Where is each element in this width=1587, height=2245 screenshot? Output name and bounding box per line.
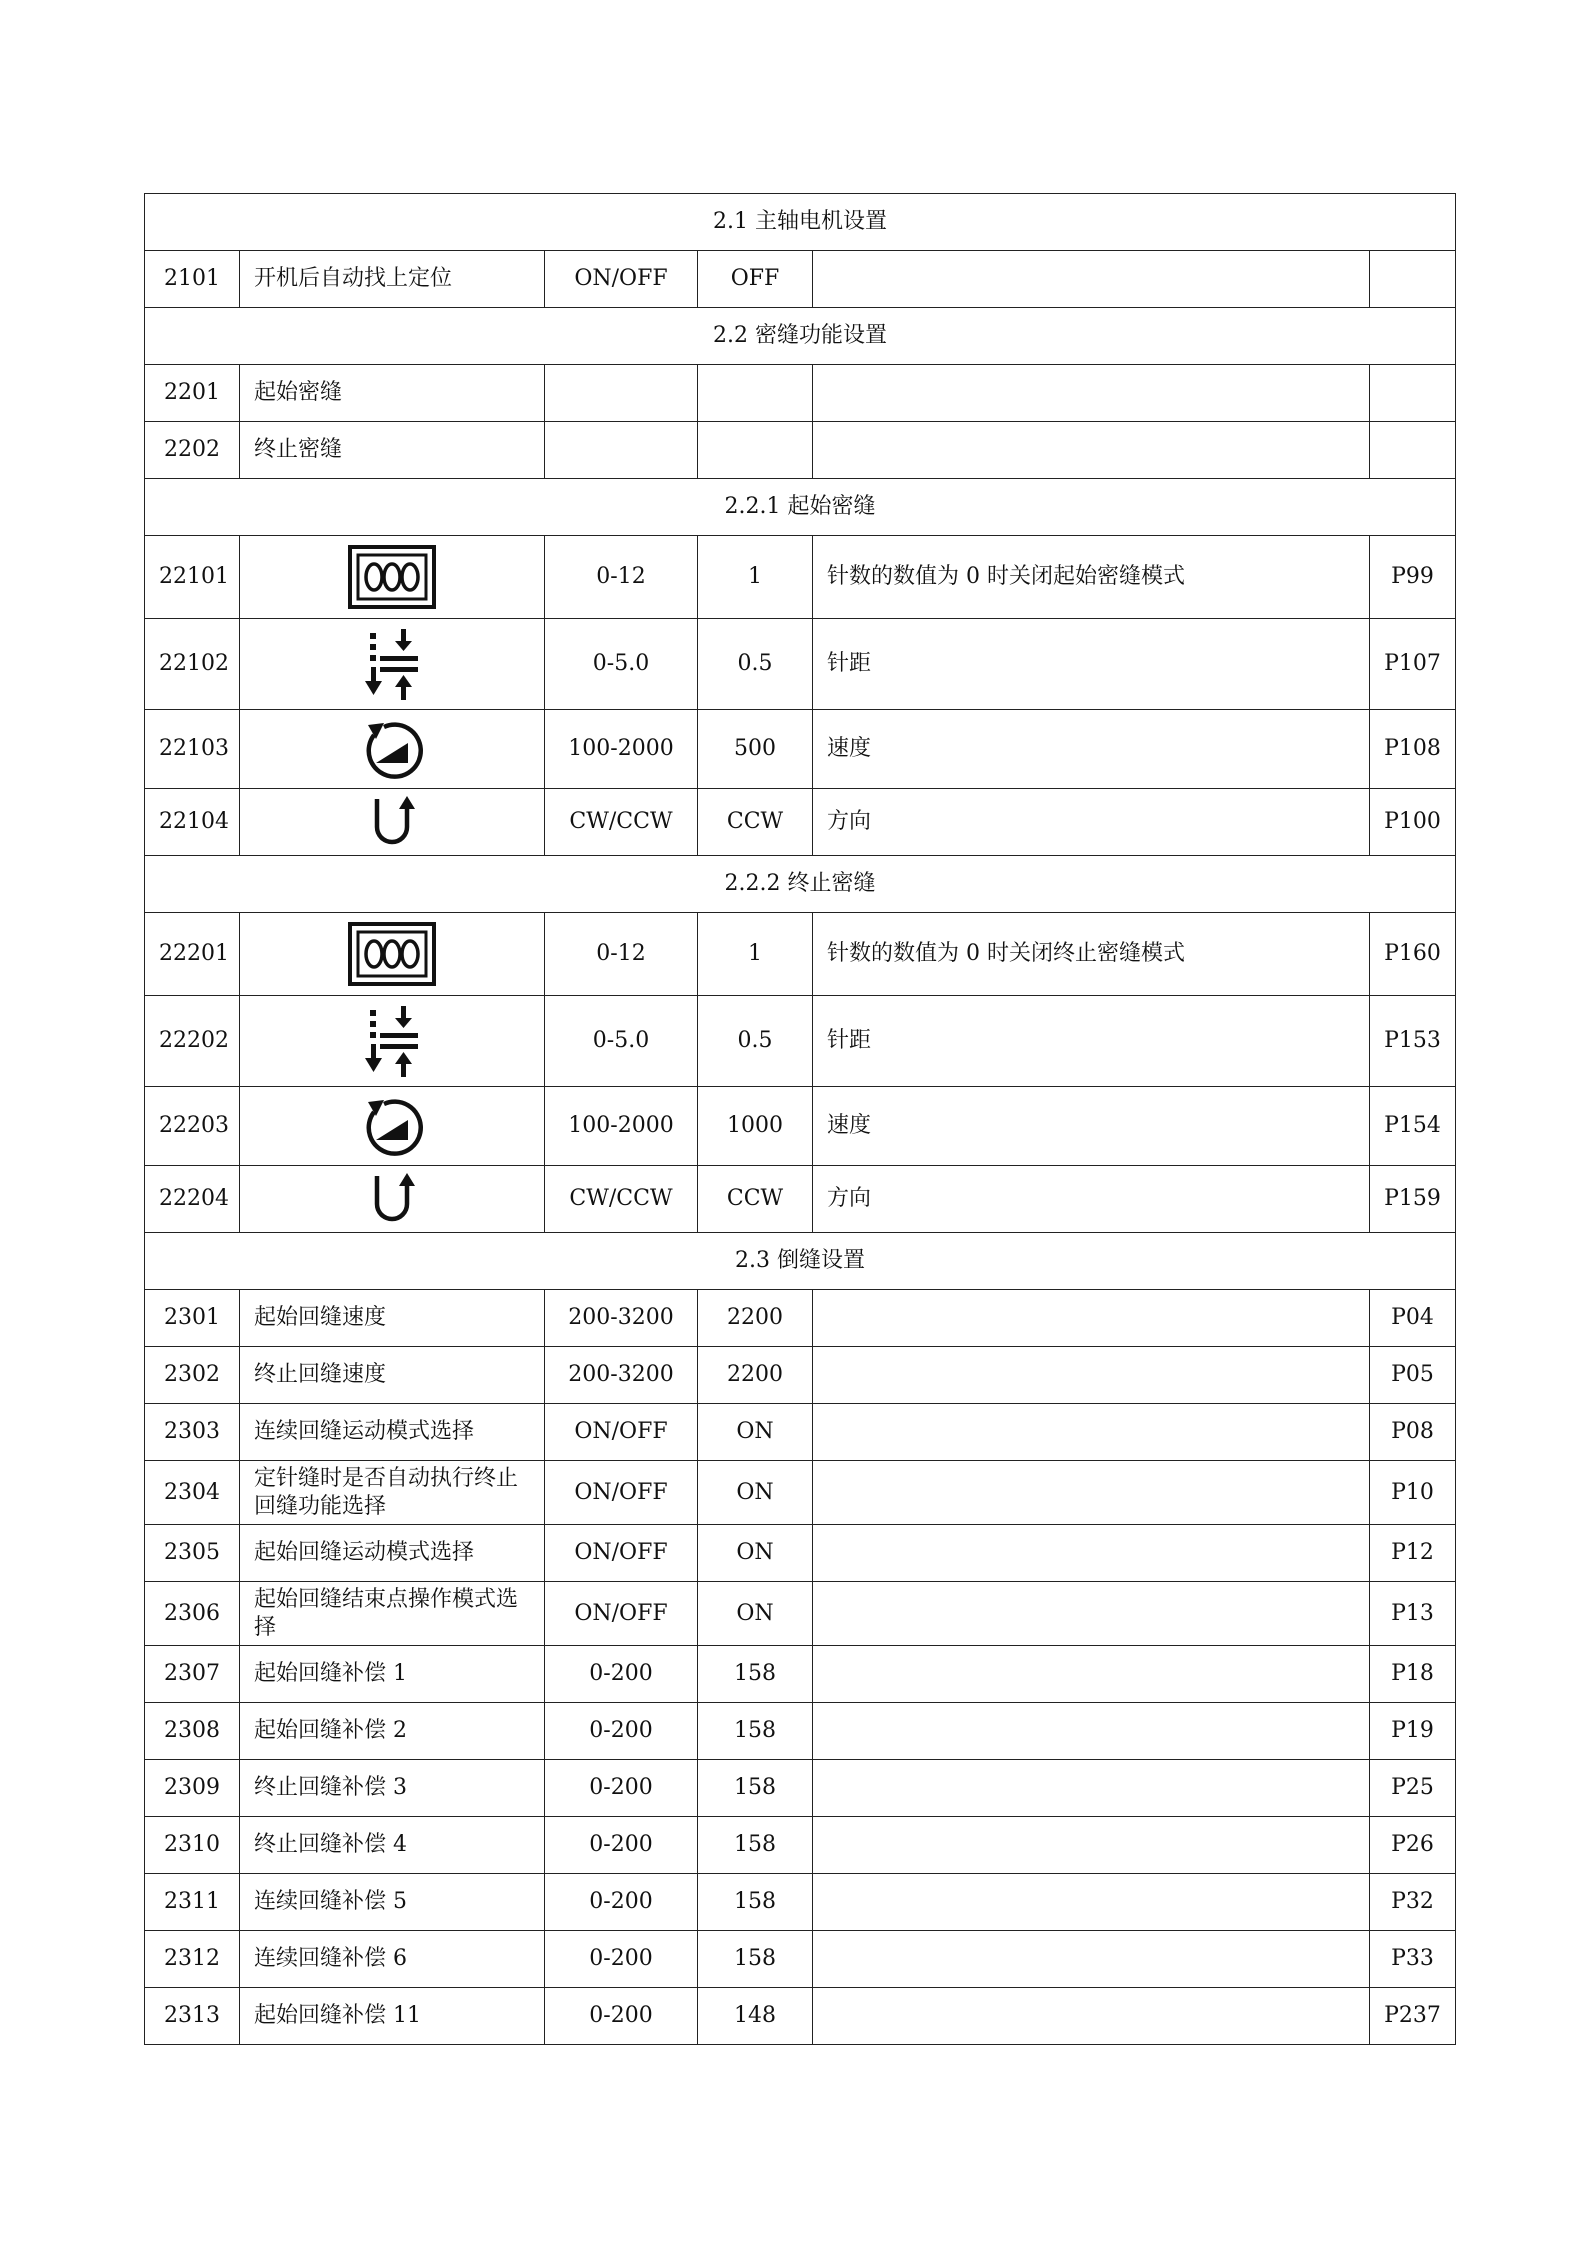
param-page: P153 [1370,996,1456,1087]
table-row [145,1461,1456,1525]
param-default: ON [698,1525,813,1582]
param-code: 2312 [145,1931,240,1988]
section-row [145,194,1456,251]
param-range [545,365,698,422]
param-name: 起始回缝补偿 2 [240,1703,545,1760]
parameter-table [144,193,1456,2045]
param-range: ON/OFF [545,1525,698,1582]
param-page: P237 [1370,1988,1456,2045]
param-default: 148 [698,1988,813,2045]
table-row [145,1582,1456,1646]
direction-icon [367,1170,417,1228]
param-page: P100 [1370,789,1456,856]
table-row [145,1347,1456,1404]
table-row [145,1290,1456,1347]
param-range: 0-12 [545,536,698,619]
param-code: 22203 [145,1087,240,1166]
param-range: 0-5.0 [545,619,698,710]
stitch-count-icon [347,544,437,610]
param-page: P19 [1370,1703,1456,1760]
param-desc [813,1703,1370,1760]
param-desc: 速度 [813,710,1370,789]
table-row [145,422,1456,479]
stitch-pitch-icon [362,1002,422,1080]
param-default: 500 [698,710,813,789]
param-icon-cell [240,1166,545,1233]
param-default: 2200 [698,1347,813,1404]
param-range: CW/CCW [545,1166,698,1233]
section-title: 2.2.1 起始密缝 [145,479,1456,536]
param-page [1370,422,1456,479]
param-page: P10 [1370,1461,1456,1525]
param-range: 0-200 [545,1988,698,2045]
param-range [545,422,698,479]
table-row [145,1817,1456,1874]
section-title: 2.3 倒缝设置 [145,1233,1456,1290]
param-desc [813,1404,1370,1461]
param-name: 终止密缝 [240,422,545,479]
param-code: 22204 [145,1166,240,1233]
table-row [145,710,1456,789]
param-default: 158 [698,1646,813,1703]
param-desc [813,1931,1370,1988]
param-name: 起始回缝结束点操作模式选择 [240,1582,545,1646]
param-name: 终止回缝补偿 3 [240,1760,545,1817]
param-default: 0.5 [698,619,813,710]
param-code: 2305 [145,1525,240,1582]
section-title: 2.2.2 终止密缝 [145,856,1456,913]
param-default: CCW [698,789,813,856]
param-code: 22103 [145,710,240,789]
param-page: P25 [1370,1760,1456,1817]
param-desc: 方向 [813,789,1370,856]
param-desc [813,1461,1370,1525]
param-name: 终止回缝补偿 4 [240,1817,545,1874]
param-range: 0-12 [545,913,698,996]
param-default: 0.5 [698,996,813,1087]
table-row [145,251,1456,308]
param-desc [813,1582,1370,1646]
param-default: 158 [698,1931,813,1988]
param-page: P13 [1370,1582,1456,1646]
param-default: ON [698,1582,813,1646]
param-range: 0-200 [545,1760,698,1817]
param-code: 22102 [145,619,240,710]
param-icon-cell [240,1087,545,1166]
table-row [145,1404,1456,1461]
speed-icon [360,717,424,781]
table-row [145,1874,1456,1931]
param-range: 100-2000 [545,1087,698,1166]
param-default: CCW [698,1166,813,1233]
param-default: 158 [698,1703,813,1760]
param-page: P12 [1370,1525,1456,1582]
param-range: 0-200 [545,1817,698,1874]
param-range: 200-3200 [545,1290,698,1347]
param-code: 22104 [145,789,240,856]
param-default: 1 [698,536,813,619]
param-default: 2200 [698,1290,813,1347]
table-row [145,789,1456,856]
param-code: 2310 [145,1817,240,1874]
table-row [145,365,1456,422]
table-row [145,1166,1456,1233]
param-code: 22101 [145,536,240,619]
param-code: 22201 [145,913,240,996]
param-code: 2201 [145,365,240,422]
param-page: P108 [1370,710,1456,789]
param-code: 2307 [145,1646,240,1703]
param-range: 0-5.0 [545,996,698,1087]
param-range: CW/CCW [545,789,698,856]
param-desc [813,1874,1370,1931]
param-name: 起始回缝补偿 11 [240,1988,545,2045]
section-row [145,308,1456,365]
param-page: P33 [1370,1931,1456,1988]
param-code: 2308 [145,1703,240,1760]
param-page: P05 [1370,1347,1456,1404]
param-name: 连续回缝补偿 6 [240,1931,545,1988]
direction-icon [367,793,417,851]
param-desc: 针距 [813,619,1370,710]
param-desc [813,1347,1370,1404]
param-page: P107 [1370,619,1456,710]
section-title: 2.1 主轴电机设置 [145,194,1456,251]
param-desc: 针数的数值为 0 时关闭终止密缝模式 [813,913,1370,996]
param-page: P159 [1370,1166,1456,1233]
param-name: 起始回缝运动模式选择 [240,1525,545,1582]
param-icon-cell [240,913,545,996]
param-desc [813,1988,1370,2045]
param-page: P04 [1370,1290,1456,1347]
param-desc: 针距 [813,996,1370,1087]
table-row [145,619,1456,710]
param-code: 22202 [145,996,240,1087]
table-row [145,913,1456,996]
param-desc: 针数的数值为 0 时关闭起始密缝模式 [813,536,1370,619]
table-row [145,1703,1456,1760]
param-page: P99 [1370,536,1456,619]
param-page: P08 [1370,1404,1456,1461]
param-range: ON/OFF [545,1582,698,1646]
param-default: 158 [698,1760,813,1817]
section-row [145,856,1456,913]
param-default [698,422,813,479]
param-default: 158 [698,1874,813,1931]
param-desc: 方向 [813,1166,1370,1233]
param-icon-cell [240,536,545,619]
param-default: 1 [698,913,813,996]
param-desc [813,1525,1370,1582]
param-icon-cell [240,619,545,710]
param-range: ON/OFF [545,251,698,308]
param-range: 0-200 [545,1646,698,1703]
param-name: 起始密缝 [240,365,545,422]
param-default: 1000 [698,1087,813,1166]
table-row [145,1646,1456,1703]
stitch-pitch-icon [362,625,422,703]
table-row [145,1525,1456,1582]
param-default [698,365,813,422]
param-desc [813,1646,1370,1703]
param-desc [813,422,1370,479]
param-name: 起始回缝速度 [240,1290,545,1347]
param-page: P18 [1370,1646,1456,1703]
param-default: OFF [698,251,813,308]
table-row [145,1931,1456,1988]
param-code: 2302 [145,1347,240,1404]
table-row [145,1087,1456,1166]
stitch-count-icon [347,921,437,987]
speed-icon [360,1094,424,1158]
param-code: 2311 [145,1874,240,1931]
param-range: ON/OFF [545,1461,698,1525]
param-name: 连续回缝补偿 5 [240,1874,545,1931]
param-range: 200-3200 [545,1347,698,1404]
param-page [1370,251,1456,308]
param-code: 2101 [145,251,240,308]
param-page: P32 [1370,1874,1456,1931]
param-default: 158 [698,1817,813,1874]
param-desc: 速度 [813,1087,1370,1166]
param-name: 定针缝时是否自动执行终止回缝功能选择 [240,1461,545,1525]
param-code: 2309 [145,1760,240,1817]
param-page: P154 [1370,1087,1456,1166]
param-desc [813,1760,1370,1817]
table-row [145,1988,1456,2045]
param-range: 0-200 [545,1703,698,1760]
param-name: 终止回缝速度 [240,1347,545,1404]
section-row [145,1233,1456,1290]
param-desc [813,1817,1370,1874]
param-page [1370,365,1456,422]
param-desc [813,251,1370,308]
param-default: ON [698,1461,813,1525]
param-icon-cell [240,789,545,856]
table-row [145,536,1456,619]
table-row [145,1760,1456,1817]
param-name: 开机后自动找上定位 [240,251,545,308]
param-desc [813,365,1370,422]
param-code: 2202 [145,422,240,479]
section-title: 2.2 密缝功能设置 [145,308,1456,365]
param-range: ON/OFF [545,1404,698,1461]
param-desc [813,1290,1370,1347]
table-row [145,996,1456,1087]
param-code: 2304 [145,1461,240,1525]
param-name: 起始回缝补偿 1 [240,1646,545,1703]
param-icon-cell [240,710,545,789]
param-page: P26 [1370,1817,1456,1874]
section-row [145,479,1456,536]
param-page: P160 [1370,913,1456,996]
param-code: 2301 [145,1290,240,1347]
param-name: 连续回缝运动模式选择 [240,1404,545,1461]
param-icon-cell [240,996,545,1087]
param-range: 0-200 [545,1931,698,1988]
param-code: 2303 [145,1404,240,1461]
param-default: ON [698,1404,813,1461]
param-code: 2313 [145,1988,240,2045]
param-code: 2306 [145,1582,240,1646]
param-range: 100-2000 [545,710,698,789]
param-range: 0-200 [545,1874,698,1931]
